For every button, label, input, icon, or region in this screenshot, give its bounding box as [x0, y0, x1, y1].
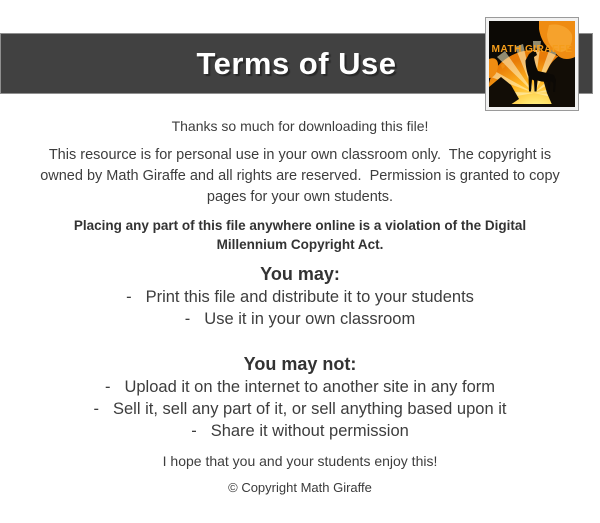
dash-bullet: - — [93, 400, 99, 418]
list-item-text: Sell it, sell any part of it, or sell anything based upon it — [113, 400, 507, 418]
document-body — [0, 107, 600, 497]
dmca-warning: Placing any part of this file anywhere online is a violation of the Digital Millennium Copyright Act. — [73, 218, 530, 252]
list-item-text: Share it without permission — [210, 422, 409, 440]
brand-text: MATH GIRAFFE — [491, 44, 573, 55]
list-item-text: Use it in your own classroom — [204, 310, 416, 328]
thanks-line: Thanks so much for downloading this file! — [171, 118, 429, 134]
math-giraffe-logo — [486, 18, 578, 110]
dash-bullet: - — [191, 422, 197, 440]
you-may-heading: You may: — [260, 264, 340, 284]
dash-bullet: - — [104, 378, 111, 396]
list-item — [0, 420, 600, 442]
page-title: Terms of Use — [196, 46, 397, 81]
list-item — [0, 376, 600, 398]
list-item — [0, 398, 600, 420]
list-item-text: Print this file and distribute it to your students — [145, 288, 474, 306]
list-item-text: Upload it on the internet to another site in any form — [124, 378, 496, 396]
list-item — [0, 308, 600, 330]
dash-bullet: - — [126, 288, 132, 306]
copyright-line: © Copyright Math Giraffe — [228, 480, 372, 495]
dash-bullet: - — [184, 310, 191, 328]
you-may-not-heading: You may not: — [243, 354, 357, 374]
giraffe-sunburst-icon — [489, 21, 575, 107]
personal-use-paragraph: This resource is for personal use in your own classroom only. The copyright is owned by Math Giraffe and all rights are reserved. Permission is granted to copy pages for your own students. — [40, 147, 564, 205]
closing-line: I hope that you and your students enjoy this! — [162, 453, 438, 469]
list-item — [0, 286, 600, 308]
